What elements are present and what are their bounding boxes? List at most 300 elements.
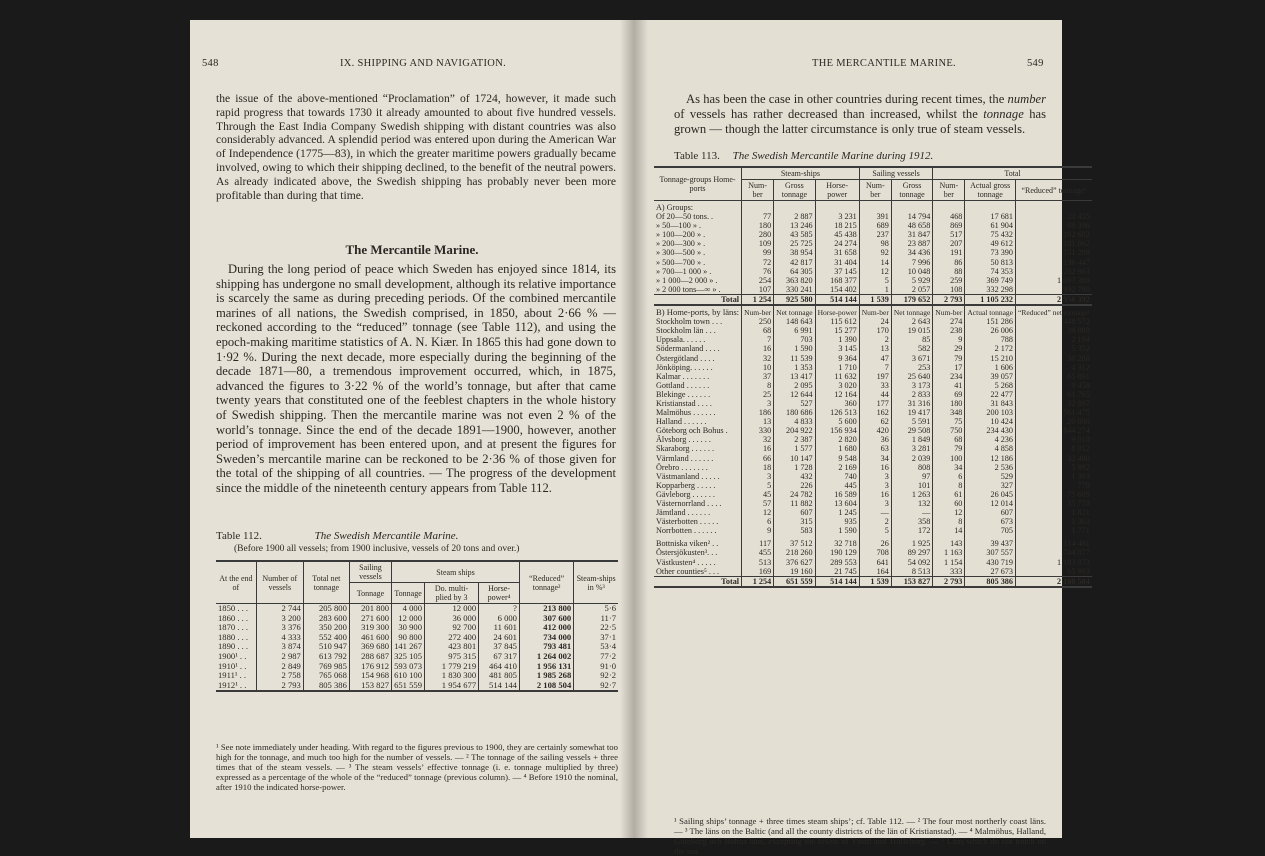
table-cell: 1 105 232 xyxy=(965,294,1016,305)
table-row xyxy=(654,499,1092,508)
table-cell: 234 xyxy=(933,372,965,381)
table-cell: 100 xyxy=(933,454,965,463)
table-cell: 218 260 xyxy=(774,548,815,557)
table-row xyxy=(654,212,1092,221)
table-cell: 16 xyxy=(742,344,774,353)
table-cell: 16 xyxy=(859,490,891,499)
table-cell: 13 xyxy=(742,417,774,426)
table-cell: 2 643 xyxy=(891,317,932,326)
row-label: Västmanland . . . . . xyxy=(656,471,720,481)
table-cell: 869 xyxy=(933,221,965,230)
table-cell: 151 298 xyxy=(1015,248,1091,257)
table-cell: — xyxy=(891,508,932,517)
row-label: » 300—500 » . xyxy=(656,248,706,258)
table-cell: 360 xyxy=(815,399,859,408)
table-cell: 162 602 xyxy=(1015,230,1091,239)
table-cell: 12 xyxy=(742,508,774,517)
section-b-label: B) Home-ports, by läns: xyxy=(656,307,740,318)
table-cell: 33 xyxy=(859,381,891,390)
row-label: 1860 . . . xyxy=(218,612,249,623)
table-row xyxy=(654,258,1092,267)
table-cell: 1 954 677 xyxy=(425,681,479,692)
table-cell: 288 687 xyxy=(349,652,391,662)
table-cell: 14 xyxy=(933,526,965,535)
table-cell: 391 xyxy=(859,212,891,221)
row-label: » 200—300 » . xyxy=(656,239,706,249)
table-cell: 935 xyxy=(815,517,859,526)
table-row xyxy=(654,372,1092,381)
table-cell: 67 317 xyxy=(479,652,520,662)
table-cell: 36 000 xyxy=(425,614,479,624)
paragraph-1-text: the issue of the above-mentioned “Proclamation” of 1724, however, it made such rapid progress that towards 1730 it already amounted to about five hundred vessels. Through the East India Company Swedish shipping with distant countries was also considerably advanced. A splendid period was entered upon during the American War of Independence (1775—83), in which the greater maritime powers gradually became involved, owing to which their shipping declined, to the benefit of the neutral powers. As already indicated above, the Swedish shipping has probably never been more profitable than during that time. xyxy=(216,92,616,202)
table-113-ports xyxy=(654,317,1092,587)
subhead-hp: Horse-power xyxy=(815,305,859,317)
table-cell: 16 589 xyxy=(815,490,859,499)
table-112 xyxy=(216,560,618,692)
table-cell: 529 xyxy=(965,472,1016,481)
table-cell: 25 xyxy=(742,390,774,399)
table-cell: 32 480 xyxy=(1015,454,1091,463)
row-label: Malmöhus . . . . . . xyxy=(656,408,716,418)
table-cell: 14 794 xyxy=(891,212,932,221)
table-cell: 325 105 xyxy=(392,652,425,662)
col-steam: Steam ships xyxy=(392,561,520,583)
table-cell: 13 246 xyxy=(774,221,815,230)
table-cell: 527 xyxy=(774,399,815,408)
running-head-right: THE MERCANTILE MARINE. xyxy=(812,58,956,69)
table-cell: 61 765 xyxy=(1015,390,1091,399)
table-cell: 1 393 xyxy=(1015,472,1091,481)
table-cell: 332 298 xyxy=(965,285,1016,295)
table-cell: 1 163 xyxy=(933,548,965,557)
table-cell: 3 671 xyxy=(891,354,932,363)
col-total: Total xyxy=(933,167,1092,180)
table-cell: 2 169 xyxy=(815,463,859,472)
section-a-row xyxy=(654,201,1092,213)
table-cell xyxy=(933,201,965,213)
table-cell: 32 718 xyxy=(815,539,859,548)
table-cell: 12 xyxy=(859,267,891,276)
table-cell: 154 968 xyxy=(349,671,391,681)
table-cell: 412 000 xyxy=(519,623,573,633)
row-label: Total xyxy=(654,576,742,587)
table-cell: 8 xyxy=(742,381,774,390)
table-cell: 31 404 xyxy=(815,258,859,267)
table-row xyxy=(654,221,1092,230)
table-cell: 651 559 xyxy=(392,681,425,692)
col-steam-hp: Horse-power xyxy=(815,180,859,201)
table-cell: 25 640 xyxy=(891,372,932,381)
table-cell: 5 352 xyxy=(1015,344,1091,353)
table-cell: 62 xyxy=(859,417,891,426)
col-total-reduced: “Reduced” tonnage¹ xyxy=(1015,180,1091,201)
table-cell: 1 303 xyxy=(1015,517,1091,526)
table-cell: 4 312 xyxy=(1015,363,1091,372)
table-cell: 89 297 xyxy=(891,548,932,557)
table-cell: 2 987 xyxy=(256,652,303,662)
table-cell: 26 xyxy=(859,539,891,548)
table-cell: 61 904 xyxy=(965,221,1016,230)
table-cell: 5 xyxy=(859,276,891,285)
table-cell: 115 612 xyxy=(815,317,859,326)
table-cell: 37·1 xyxy=(574,633,618,643)
table-cell: 38 288 xyxy=(1015,354,1091,363)
table-cell: 37 512 xyxy=(774,539,815,548)
table-cell: 156 934 xyxy=(815,426,859,435)
table-cell: 17 xyxy=(933,363,965,372)
table-cell: 2 758 xyxy=(256,671,303,681)
table-cell: 925 580 xyxy=(774,294,815,305)
table-112-caption xyxy=(216,530,458,542)
table-cell: 583 xyxy=(774,526,815,535)
table-cell: 26 045 xyxy=(965,490,1016,499)
row-label: Stockholm län . . . xyxy=(656,326,716,336)
table-cell: 68 xyxy=(742,326,774,335)
table-cell: 3 xyxy=(742,399,774,408)
table-cell: 4 833 xyxy=(774,417,815,426)
table-cell: 740 xyxy=(815,472,859,481)
table-cell: 280 xyxy=(742,230,774,239)
table-cell: 289 553 xyxy=(815,558,859,567)
row-label: Västernorrland . . . . xyxy=(656,499,722,508)
row-label: 1910¹ . . xyxy=(218,660,247,671)
table-cell: 92·2 xyxy=(574,671,618,681)
table-cell: 114 461 xyxy=(1015,539,1091,548)
table-cell: 610 100 xyxy=(392,671,425,681)
table-cell: 8 xyxy=(933,517,965,526)
table-cell: 9 458 xyxy=(1015,381,1091,390)
table-row xyxy=(654,444,1092,453)
table-cell: 2 793 xyxy=(933,576,965,587)
table-cell: 26 006 xyxy=(965,326,1016,335)
table-cell: 72 xyxy=(742,258,774,267)
table-cell: 1 254 xyxy=(742,294,774,305)
table-cell: 1 956 131 xyxy=(519,662,573,672)
table-cell: 3 173 xyxy=(891,381,932,390)
table-row xyxy=(654,267,1092,276)
table-cell: 68 xyxy=(933,435,965,444)
table-cell: 37 xyxy=(742,372,774,381)
table-cell: 2 194 xyxy=(1015,335,1091,344)
table-cell xyxy=(965,201,1016,213)
table-cell: 673 xyxy=(965,517,1016,526)
table-cell: 32 xyxy=(742,435,774,444)
row-label: Kopparberg . . . . . xyxy=(656,480,716,490)
table-cell: 11 539 xyxy=(774,354,815,363)
table-cell: 79 xyxy=(933,354,965,363)
table-cell: 36 xyxy=(859,435,891,444)
row-label: Östergötland . . . . xyxy=(656,353,715,363)
table-cell: 31 847 xyxy=(891,230,932,239)
table-cell: 35 778 xyxy=(1015,499,1091,508)
table-cell: ? xyxy=(479,604,520,614)
table-cell: 6 xyxy=(742,517,774,526)
intro-paragraph xyxy=(674,92,1046,136)
subhead-net1: Net tonnage xyxy=(774,305,815,317)
table-cell: 514 144 xyxy=(815,294,859,305)
col-reduced: “Reduced” tonnage² xyxy=(519,561,573,604)
left-page xyxy=(190,20,634,838)
table-cell: 238 xyxy=(933,326,965,335)
table-cell: 607 xyxy=(965,508,1016,517)
table-cell xyxy=(859,201,891,213)
table-cell: 69 xyxy=(933,390,965,399)
table-cell: 23 455 xyxy=(1015,212,1091,221)
table-cell xyxy=(774,201,815,213)
row-label: Västkusten⁴ . . . . . xyxy=(656,557,716,567)
row-label: 1880 . . . xyxy=(218,631,249,642)
table-cell: 561 475 xyxy=(1015,408,1091,417)
table-cell: 5·6 xyxy=(574,604,618,614)
table-cell: 97 xyxy=(891,472,932,481)
row-label: Kalmar . . . . . . . xyxy=(656,371,710,381)
table-cell: 703 xyxy=(774,335,815,344)
table-112-title: The Swedish Mercantile Marine. xyxy=(314,530,459,542)
table-cell: 43 585 xyxy=(774,230,815,239)
table-cell: 12 186 xyxy=(965,454,1016,463)
table-cell: 307 600 xyxy=(519,614,573,624)
table-cell: 1 830 300 xyxy=(425,671,479,681)
table-cell: 45 xyxy=(742,490,774,499)
page-number-left: 548 xyxy=(202,58,219,69)
table-row xyxy=(654,567,1092,577)
table-cell: 708 xyxy=(859,548,891,557)
table-cell: 13 xyxy=(859,344,891,353)
table-cell: 430 719 xyxy=(965,558,1016,567)
table-cell: 4 858 xyxy=(965,444,1016,453)
row-label: » 1 000—2 000 » . xyxy=(656,275,718,285)
table-row xyxy=(654,335,1092,344)
table-cell: 1 728 xyxy=(774,463,815,472)
table-cell: 49 612 xyxy=(965,239,1016,248)
table-cell: 1 539 xyxy=(859,294,891,305)
table-cell: 3 xyxy=(859,499,891,508)
table-cell: 651 559 xyxy=(774,576,815,587)
table-cell: 29 xyxy=(933,344,965,353)
row-label: Of 20—50 tons. . xyxy=(656,212,714,222)
table-113-label: Table 113. xyxy=(674,150,720,162)
col-groups: Tonnage-groups Home-ports xyxy=(654,167,742,201)
table-cell: 808 xyxy=(891,463,932,472)
table-cell: 514 144 xyxy=(815,576,859,587)
table-cell: 9 xyxy=(742,526,774,535)
table-cell: 3 231 xyxy=(815,212,859,221)
table-cell: 7 996 xyxy=(891,258,932,267)
table-cell: 12 164 xyxy=(815,390,859,399)
table-row xyxy=(654,399,1092,408)
table-cell: 24 601 xyxy=(479,633,520,643)
table-cell: 79 xyxy=(933,444,965,453)
col-total-net: Total net tonnage xyxy=(303,561,349,604)
table-cell: 2 536 xyxy=(965,463,1016,472)
table-cell: 272 400 xyxy=(425,633,479,643)
table-cell: 12 644 xyxy=(774,390,815,399)
table-cell: 234 430 xyxy=(965,426,1016,435)
table-cell: 11 882 xyxy=(774,499,815,508)
table-cell: 180 xyxy=(742,221,774,230)
table-cell: 38 954 xyxy=(774,248,815,257)
table-cell: 48 658 xyxy=(891,221,932,230)
table-cell: 60 xyxy=(933,499,965,508)
row-label: Total xyxy=(654,294,742,305)
table-cell: 19 160 xyxy=(774,567,815,577)
table-row xyxy=(654,248,1092,257)
table-cell: 3 145 xyxy=(815,344,859,353)
row-label: 1900¹ . . xyxy=(218,650,247,661)
table-cell: 1 606 xyxy=(965,363,1016,372)
table-cell: 3 874 xyxy=(256,642,303,652)
table-cell: 136 447 xyxy=(1015,258,1091,267)
table-cell: 30 900 xyxy=(392,623,425,633)
table-row xyxy=(654,354,1092,363)
table-cell: 10 048 xyxy=(891,267,932,276)
table-cell: 2 887 xyxy=(774,212,815,221)
table-cell: 461 600 xyxy=(349,633,391,643)
table-cell: 2 849 xyxy=(256,662,303,672)
table-cell: 99 xyxy=(742,248,774,257)
row-label: Jönköping. . . . . . xyxy=(656,362,713,372)
table-cell: 168 377 xyxy=(815,276,859,285)
table-cell: 734 000 xyxy=(519,633,573,643)
row-label: » 2 000 tons—∞ » . xyxy=(656,284,721,294)
table-cell: 793 481 xyxy=(519,642,573,652)
row-label: Gottland . . . . . . xyxy=(656,380,710,390)
table-cell: 12 000 xyxy=(392,614,425,624)
table-cell: 8 xyxy=(933,481,965,490)
col-total-num: Num-ber xyxy=(933,180,965,201)
table-cell: 42 817 xyxy=(774,258,815,267)
col-number: Number of vessels xyxy=(256,561,303,604)
table-cell: 88 xyxy=(933,267,965,276)
table-cell: 77·2 xyxy=(574,652,618,662)
table-cell: 21 745 xyxy=(815,567,859,577)
row-label: » 700—1 000 » . xyxy=(656,266,712,276)
table-cell: 23 887 xyxy=(891,239,932,248)
table-cell: 1 577 xyxy=(774,444,815,453)
table-cell: 3 xyxy=(742,472,774,481)
table-cell: 8 012 xyxy=(1015,444,1091,453)
table-cell: 9 010 xyxy=(1015,435,1091,444)
table-row xyxy=(654,490,1092,499)
table-cell: 514 144 xyxy=(479,681,520,692)
table-cell: 582 xyxy=(891,344,932,353)
table-cell: 1 680 xyxy=(815,444,859,453)
table-cell xyxy=(742,201,774,213)
table-cell: 24 xyxy=(859,317,891,326)
table-cell: 613 792 xyxy=(303,652,349,662)
table-cell: 73 390 xyxy=(965,248,1016,257)
table-cell xyxy=(815,201,859,213)
col-total-actual: Actual gross tonnage xyxy=(965,180,1016,201)
table-cell: 41 xyxy=(933,381,965,390)
table-cell: 10 147 xyxy=(774,454,815,463)
table-cell: 190 129 xyxy=(815,548,859,557)
col-sailing-vessels: Sailing vessels xyxy=(859,167,933,180)
table-cell: 788 xyxy=(965,335,1016,344)
table-cell: 64 305 xyxy=(774,267,815,276)
table-cell: 644 274 xyxy=(1015,426,1091,435)
table-cell: 4 333 xyxy=(256,633,303,643)
table-cell: 5 xyxy=(859,526,891,535)
row-label: Other counties⁵ . . . xyxy=(656,566,720,576)
subhead-num1: Num-ber xyxy=(742,305,774,317)
table-112-label: Table 112. xyxy=(216,530,262,542)
intro-a: As has been the case in other countries during recent times, the xyxy=(686,92,1008,106)
table-cell: 17 681 xyxy=(965,212,1016,221)
paragraph-2 xyxy=(216,262,616,496)
table-cell: 13 604 xyxy=(815,499,859,508)
table-cell: 1 353 xyxy=(774,363,815,372)
table-cell: 186 xyxy=(742,408,774,417)
table-cell: 12 000 xyxy=(425,604,479,614)
row-label: Bottniska viken² . . xyxy=(656,539,719,549)
table-cell: 75 432 xyxy=(965,230,1016,239)
table-cell: 141 267 xyxy=(392,642,425,652)
table-cell: 11·7 xyxy=(574,614,618,624)
table-cell: 31 316 xyxy=(891,399,932,408)
col-steam-gross: Gross tonnage xyxy=(774,180,815,201)
table-cell: 3 281 xyxy=(891,444,932,453)
table-cell: 1 821 xyxy=(1015,508,1091,517)
table-cell: 283 600 xyxy=(303,614,349,624)
table-cell: 176 912 xyxy=(349,662,391,672)
table-cell: 1 264 002 xyxy=(519,652,573,662)
table-row xyxy=(654,517,1092,526)
col-sail-num: Num-ber xyxy=(859,180,891,201)
table-cell: 3 376 xyxy=(256,623,303,633)
table-113-subheader xyxy=(654,305,1092,317)
total-row xyxy=(654,294,1092,305)
table-row xyxy=(654,381,1092,390)
table-cell: — xyxy=(859,508,891,517)
table-cell: 9 548 xyxy=(815,454,859,463)
table-cell: 744 077 xyxy=(1015,548,1091,557)
table-row xyxy=(654,526,1092,535)
table-cell: 205 800 xyxy=(303,604,349,614)
table-cell: 15 277 xyxy=(815,326,859,335)
table-cell: 992 780 xyxy=(1015,285,1091,295)
row-label: Östersjökusten³. . . xyxy=(656,548,718,558)
table-cell: 92 xyxy=(859,248,891,257)
table-cell: 769 985 xyxy=(303,662,349,672)
table-cell: 12 xyxy=(933,508,965,517)
table-cell: 65 993 xyxy=(1015,567,1091,577)
table-cell: 765 068 xyxy=(303,671,349,681)
subhead-num2: Num-ber xyxy=(859,305,891,317)
row-label: 1890 . . . xyxy=(218,641,249,652)
table-cell: 29 508 xyxy=(891,426,932,435)
subhead-num3: Num-ber xyxy=(933,305,965,317)
table-cell: 363 820 xyxy=(774,276,815,285)
table-row xyxy=(654,472,1092,481)
table-cell: 53·4 xyxy=(574,642,618,652)
table-cell: 9 364 xyxy=(815,354,859,363)
table-cell: 468 xyxy=(933,212,965,221)
table-cell: 12 014 xyxy=(965,499,1016,508)
table-cell: 151 286 xyxy=(965,317,1016,326)
table-cell: 315 xyxy=(774,517,815,526)
row-label: Gävleborg . . . . . . xyxy=(656,489,715,499)
table-cell: 2 387 xyxy=(774,435,815,444)
table-cell: 481 805 xyxy=(479,671,520,681)
table-cell: 2 108 504 xyxy=(519,681,573,692)
table-row xyxy=(654,276,1092,285)
table-cell: 5 929 xyxy=(891,276,932,285)
table-cell: 1 710 xyxy=(815,363,859,372)
table-cell: 22·5 xyxy=(574,623,618,633)
table-cell: 1 254 xyxy=(742,576,774,587)
table-cell: 2 039 xyxy=(891,454,932,463)
